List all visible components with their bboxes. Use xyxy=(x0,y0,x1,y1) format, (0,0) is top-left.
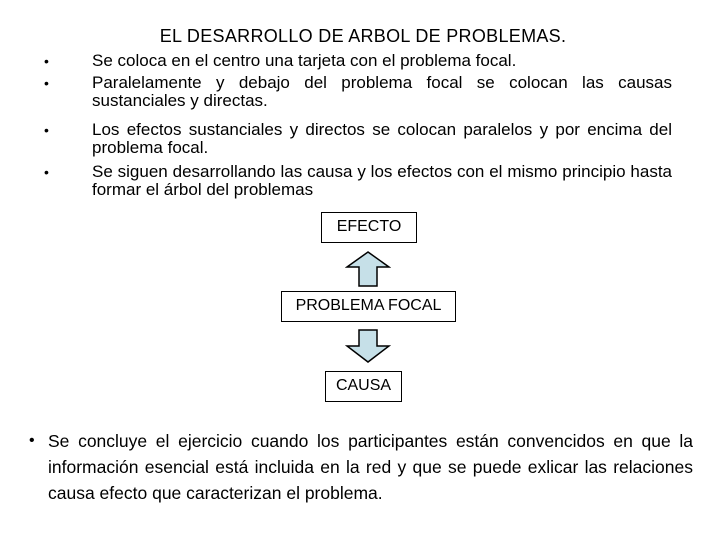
bullet-text: Los efectos sustanciales y directos se colocan paralelos y por encima del problema focal. xyxy=(92,120,672,157)
bullet-text: Se siguen desarrollando las causa y los efectos con el mismo principio hasta formar el árbol del problemas xyxy=(92,162,672,199)
bullet-marker: • xyxy=(44,164,49,180)
effect-box: EFECTO xyxy=(321,212,417,243)
problem-focal-box: PROBLEMA FOCAL xyxy=(281,291,456,322)
bullet-marker: • xyxy=(44,122,49,138)
bullet-marker: • xyxy=(29,432,35,449)
arrow-up-icon xyxy=(345,250,391,288)
bullet-marker: • xyxy=(44,75,49,91)
cause-box: CAUSA xyxy=(325,371,402,402)
bullet-marker: • xyxy=(44,53,49,69)
arrow-down-icon xyxy=(345,328,391,364)
conclusion-text: Se concluye el ejercicio cuando los participantes están convencidos en que la información esencial está incluida en la red y que se puede exlicar las relaciones causa efecto que caracterizan el problema. xyxy=(48,431,693,503)
bullet-text: Paralelamente y debajo del problema focal se colocan las causas sustanciales y directas. xyxy=(92,73,672,110)
page-title: EL DESARROLLO DE ARBOL DE PROBLEMAS. xyxy=(159,26,567,46)
bullet-text: Se coloca en el centro una tarjeta con el problema focal. xyxy=(92,51,517,70)
